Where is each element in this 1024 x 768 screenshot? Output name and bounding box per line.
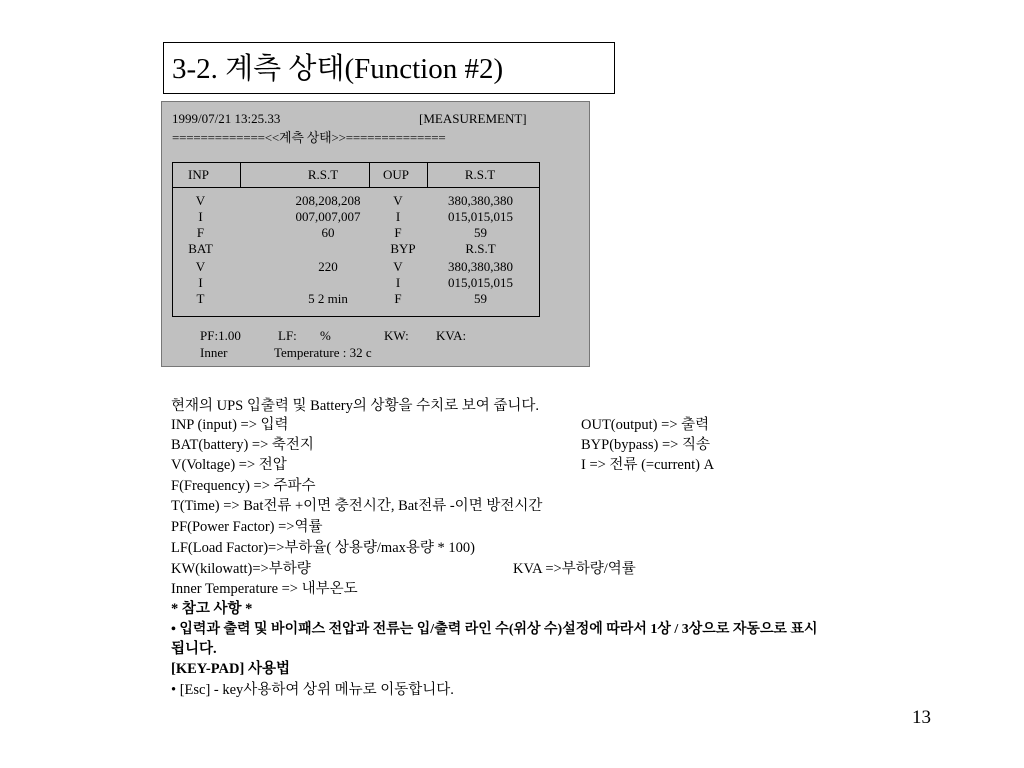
header-inp: INP	[188, 167, 209, 182]
slide-title: 3-2. 계측 상태(Function #2)	[172, 53, 504, 85]
desc-kva: KVA =>부하량/역률	[513, 561, 636, 577]
table-cell: 007,007,007	[295, 209, 361, 224]
table-row-label: BYP	[390, 241, 416, 256]
inner-label: Inner	[200, 345, 228, 360]
table-row-label: I	[198, 275, 203, 290]
desc-pf: PF(Power Factor) =>역률	[171, 519, 323, 535]
table-col-divider	[427, 163, 428, 187]
table-row-label: V	[195, 259, 206, 274]
table-row-label: F	[394, 225, 402, 240]
table-cell: R.S.T	[465, 241, 496, 256]
keypad-body: • [Esc] - key사용하여 상위 메뉴로 이동합니다.	[171, 682, 454, 698]
desc-t: T(Time) => Bat전류 +이면 충전시간, Bat전류 -이면 방전시간	[171, 498, 543, 514]
desc-byp: BYP(bypass) => 직송	[581, 437, 710, 453]
page-number: 13	[912, 707, 931, 728]
note-body-line2: 됩니다.	[171, 641, 217, 657]
keypad-title-label: [KEY-PAD]	[171, 661, 245, 677]
table-row-label: F	[394, 291, 402, 306]
table-cell: 015,015,015	[448, 209, 513, 224]
table-row-label: V	[393, 259, 403, 274]
table-cell: 380,380,380	[448, 259, 513, 274]
table-cell: 208,208,208	[295, 193, 361, 208]
table-row-label: F	[196, 225, 205, 240]
ups-measurement-screen	[161, 101, 590, 367]
desc-kw: KW(kilowatt)=>부하량	[171, 561, 311, 577]
desc-bat: BAT(battery) => 축전지	[171, 437, 314, 453]
desc-out: OUT(output) => 출력	[581, 417, 710, 433]
lf-unit: %	[320, 328, 331, 343]
table-header-divider	[173, 187, 539, 188]
screen-timestamp: 1999/07/21 13:25.33	[172, 111, 281, 126]
table-cell: 380,380,380	[448, 193, 513, 208]
table-cell: 59	[474, 291, 487, 306]
kw-readout: KW:	[384, 328, 409, 343]
table-row-label: T	[196, 291, 205, 306]
keypad-title	[171, 660, 290, 679]
table-col-divider	[369, 163, 370, 187]
keypad-title-suffix: 사용법	[244, 661, 290, 677]
desc-inner-temp: Inner Temperature => 내부온도	[171, 581, 358, 597]
screen-mode: [MEASUREMENT]	[419, 111, 527, 126]
table-cell: 59	[474, 225, 487, 240]
screen-banner: =============<<계측 상태>>==============	[172, 130, 446, 145]
table-col-divider	[240, 163, 241, 187]
header-oup: OUP	[383, 167, 410, 182]
desc-v: V(Voltage) => 전압	[171, 457, 287, 473]
temperature-readout: Temperature : 32 c	[274, 345, 372, 360]
table-row-label: V	[393, 193, 403, 208]
table-cell: 60	[321, 225, 335, 240]
lf-readout: LF:	[278, 328, 297, 343]
table-row-label: I	[395, 275, 401, 290]
desc-lf: LF(Load Factor)=>부하율( 상용량/max용량 * 100)	[171, 540, 475, 556]
note-title: * 참고 사항 *	[171, 601, 253, 617]
table-cell: 5 2 min	[308, 291, 348, 306]
header-rst-out: R.S.T	[464, 167, 496, 182]
note-body-line1: • 입력과 출력 및 바이패스 전압과 전류는 입/출력 라인 수(위상 수)설정에 따라서 1상 / 3상으로 자동으로 표시	[171, 622, 818, 637]
desc-i: I => 전류 (=current) A	[581, 457, 715, 473]
desc-intro: 현재의 UPS 입출력 및 Battery의 상황을 수치로 보여 줍니다.	[171, 398, 540, 414]
table-row-label: I	[198, 209, 203, 224]
table-row-label: BAT	[188, 241, 213, 256]
pf-readout: PF:1.00	[200, 328, 241, 343]
slide-title-box	[163, 42, 615, 94]
desc-inp: INP (input) => 입력	[171, 417, 289, 433]
table-cell: 015,015,015	[448, 275, 513, 290]
header-rst-in: R.S.T	[307, 167, 339, 182]
table-row-label: V	[195, 193, 206, 208]
desc-f: F(Frequency) => 주파수	[171, 478, 316, 494]
table-row-label: I	[395, 209, 401, 224]
measurement-table	[172, 162, 540, 317]
table-cell: 220	[318, 259, 338, 274]
kva-readout: KVA:	[436, 328, 467, 343]
